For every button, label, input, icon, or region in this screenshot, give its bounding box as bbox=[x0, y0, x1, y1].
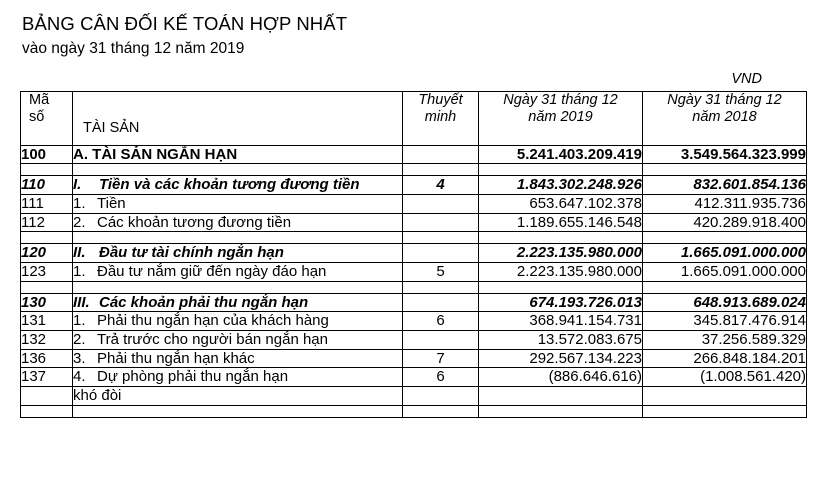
column-header-year-2018 bbox=[643, 91, 807, 145]
table-row bbox=[21, 244, 807, 263]
column-header-code-line1: Mã bbox=[29, 91, 50, 108]
table-row bbox=[21, 145, 807, 164]
row-spacer bbox=[21, 164, 807, 176]
row-value-2019: 13.572.083.675 bbox=[479, 331, 643, 350]
row-index: 2. bbox=[73, 331, 86, 348]
column-header-year-2019-line2: năm 2019 bbox=[528, 108, 593, 125]
row-value-2018: 1.665.091.000.000 bbox=[643, 244, 807, 263]
table-row bbox=[21, 194, 807, 213]
column-header-note-line1: Thuyết bbox=[418, 91, 463, 108]
page-title: BẢNG CÂN ĐỐI KẾ TOÁN HỢP NHẤT bbox=[22, 13, 348, 34]
row-value-2019: 292.567.134.223 bbox=[479, 349, 643, 368]
row-code: 120 bbox=[21, 244, 73, 263]
column-header-note bbox=[403, 91, 479, 145]
row-code: 112 bbox=[21, 213, 73, 232]
table-row bbox=[21, 349, 807, 368]
row-name bbox=[73, 368, 403, 387]
column-header-code-line2: số bbox=[29, 108, 45, 125]
table-header bbox=[21, 91, 807, 145]
row-name bbox=[73, 194, 403, 213]
row-value-2019: 5.241.403.209.419 bbox=[479, 145, 643, 164]
row-value-2019: 674.193.726.013 bbox=[479, 293, 643, 312]
column-header-year-2019-line1: Ngày 31 tháng 12 bbox=[503, 91, 618, 108]
row-name bbox=[73, 331, 403, 350]
row-spacer bbox=[21, 405, 807, 417]
row-value-2019: 1.843.302.248.926 bbox=[479, 176, 643, 195]
row-index: 4. bbox=[73, 368, 86, 386]
row-value-2018: 266.848.184.201 bbox=[643, 349, 807, 368]
row-index: 1. bbox=[73, 312, 86, 330]
column-header-code bbox=[21, 91, 73, 145]
row-index: III. bbox=[73, 293, 90, 311]
row-label: Các khoản phải thu ngắn hạn bbox=[99, 293, 309, 311]
row-code: 136 bbox=[21, 349, 73, 368]
row-label: Phải thu ngắn hạn của khách hàng bbox=[97, 312, 329, 330]
row-spacer bbox=[21, 232, 807, 244]
row-name-line2: khó đòi bbox=[73, 387, 403, 406]
row-note-empty bbox=[403, 387, 479, 406]
row-value-2018: (1.008.561.420) bbox=[643, 368, 807, 387]
row-name bbox=[73, 312, 403, 331]
row-code-empty bbox=[21, 387, 73, 406]
column-header-year-2019 bbox=[479, 91, 643, 145]
row-code: 100 bbox=[21, 145, 73, 164]
table-body bbox=[21, 145, 807, 417]
row-note bbox=[403, 331, 479, 350]
row-name bbox=[73, 349, 403, 368]
row-code: 137 bbox=[21, 368, 73, 387]
row-value-2019: 1.189.655.146.548 bbox=[479, 213, 643, 232]
row-note: 6 bbox=[403, 368, 479, 387]
row-label: Đầu tư nắm giữ đến ngày đáo hạn bbox=[97, 262, 327, 280]
row-index: 1. bbox=[73, 262, 86, 280]
row-index: 3. bbox=[73, 349, 86, 367]
row-note bbox=[403, 145, 479, 164]
row-name bbox=[73, 293, 403, 312]
row-value-2018: 37.256.589.329 bbox=[643, 331, 807, 350]
row-label: Tiền và các khoản tương đương tiền bbox=[99, 176, 360, 194]
column-header-year-2018-line2: năm 2018 bbox=[692, 108, 757, 125]
row-code: 111 bbox=[21, 194, 73, 213]
row-value-2019: 2.223.135.980.000 bbox=[479, 262, 643, 281]
table-row bbox=[21, 312, 807, 331]
row-value-2018: 345.817.476.914 bbox=[643, 312, 807, 331]
table-row-continuation bbox=[21, 387, 807, 406]
row-value-2019: 653.647.102.378 bbox=[479, 194, 643, 213]
row-label: Đầu tư tài chính ngắn hạn bbox=[99, 244, 284, 262]
row-note: 7 bbox=[403, 349, 479, 368]
row-note: 6 bbox=[403, 312, 479, 331]
row-label: Trả trước cho người bán ngắn hạn bbox=[97, 331, 328, 348]
row-note bbox=[403, 244, 479, 263]
row-code: 123 bbox=[21, 262, 73, 281]
row-index: I. bbox=[73, 176, 82, 194]
row-index: 2. bbox=[73, 213, 86, 231]
row-value-2018: 420.289.918.400 bbox=[643, 213, 807, 232]
row-name bbox=[73, 176, 403, 195]
row-value-2018: 3.549.564.323.999 bbox=[643, 145, 807, 164]
row-spacer bbox=[21, 281, 807, 293]
row-value-2019-empty bbox=[479, 387, 643, 406]
row-value-2018: 832.601.854.136 bbox=[643, 176, 807, 195]
row-note: 4 bbox=[403, 176, 479, 195]
currency-label: VND bbox=[731, 70, 762, 87]
row-label: Dự phòng phải thu ngắn hạn bbox=[97, 368, 289, 386]
table-row bbox=[21, 368, 807, 387]
column-header-note-line2: minh bbox=[424, 108, 457, 125]
row-name bbox=[73, 213, 403, 232]
row-name: A. TÀI SẢN NGẮN HẠN bbox=[73, 145, 403, 164]
row-label: Tiền bbox=[97, 194, 126, 212]
row-name bbox=[73, 244, 403, 263]
column-header-year-2018-line1: Ngày 31 tháng 12 bbox=[667, 91, 782, 108]
row-label: Phải thu ngắn hạn khác bbox=[97, 349, 255, 367]
row-index: II. bbox=[73, 244, 86, 262]
row-code: 132 bbox=[21, 331, 73, 350]
row-value-2018: 412.311.935.736 bbox=[643, 194, 807, 213]
row-value-2019: (886.646.616) bbox=[479, 368, 643, 387]
table-row bbox=[21, 293, 807, 312]
row-value-2019: 2.223.135.980.000 bbox=[479, 244, 643, 263]
row-value-2018: 1.665.091.000.000 bbox=[643, 262, 807, 281]
page-subtitle: vào ngày 31 tháng 12 năm 2019 bbox=[22, 40, 245, 58]
row-value-2018: 648.913.689.024 bbox=[643, 293, 807, 312]
table-row bbox=[21, 213, 807, 232]
row-code: 110 bbox=[21, 176, 73, 195]
table-row bbox=[21, 331, 807, 350]
row-note bbox=[403, 213, 479, 232]
row-value-2019: 368.941.154.731 bbox=[479, 312, 643, 331]
balance-sheet-table bbox=[20, 91, 807, 418]
row-code: 130 bbox=[21, 293, 73, 312]
row-value-2018-empty bbox=[643, 387, 807, 406]
table-row bbox=[21, 262, 807, 281]
row-label: Các khoản tương đương tiền bbox=[97, 213, 292, 231]
row-index: 1. bbox=[73, 194, 86, 212]
column-header-name: TÀI SẢN bbox=[73, 91, 403, 145]
row-code: 131 bbox=[21, 312, 73, 331]
row-note bbox=[403, 194, 479, 213]
row-name bbox=[73, 262, 403, 281]
row-note bbox=[403, 293, 479, 312]
row-note: 5 bbox=[403, 262, 479, 281]
table-row bbox=[21, 176, 807, 195]
